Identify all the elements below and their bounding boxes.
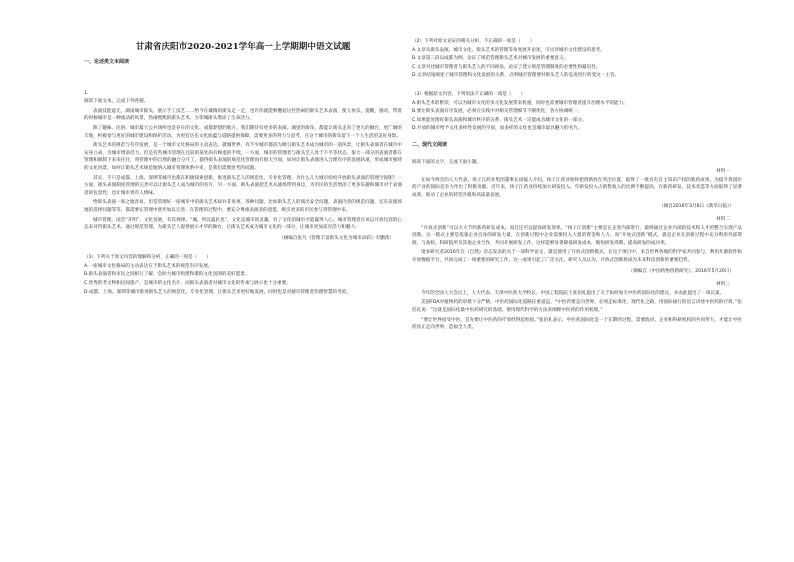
passage-source: （摘编自张凡《管理丰富街头文化为城市添彩》有删改） (279, 235, 394, 241)
option-c: C.文章对比城市管理者与街头艺人的不同视角，论证了建立规范管理制度的必要性和紧迫性。 (412, 64, 601, 70)
passage-paragraph: 给街头表演一席之地容易，但是管理好一座城市中的街头艺术却并非易事。各种问题，比如街头艺人的演出安全问题，表演内容的规范问题，还有表演场地的选择问题等等，都需要在管理中逐步加以完善，在管理的过程中，要充分尊重表演者的意愿，吸引更多的市民参与到管理中来。 (84, 200, 402, 213)
material-paragraph: 诸多研究者2016年在《自然》杂志发表的关于一项科学论文，就是使用了开放式创新模式。在这个项目中，来自世界各地的科学家共同参与，利用开源软件和开放数据平台，共同完成了一项重要的研究工作，这一成果引起了广泛关注。研究人员认为，开放式创新将成为未来科技创新的重要趋势。 (412, 250, 742, 264)
sub-question-stem: （2）下列对原文论证的相关分析，不正确的一项是（ ） (412, 39, 535, 44)
sub-question-stem: （3）根据原文内容，下列说法不正确的一项是（ ） (412, 91, 526, 97)
section-heading-1: 一、论述类文本阅读 (84, 59, 130, 65)
option-d: D.成都、上海、深圳等城市推进街头艺人的规范化、专业化管理，让街头艺术更好地发展，同时也是对城市管理者治理智慧的考验。 (84, 289, 351, 295)
option-b: B.街头表演者和市民之间相互了解，会助力城市构建和谐的文化氛围的美好愿景。 (84, 272, 250, 278)
material-label-2: 材料二 (716, 217, 730, 223)
option-b: B.文章第三段以成都为例，论证了规范管理街头艺术对城市发展的重要意义。 (412, 56, 569, 62)
option-c: C.如果能处理好街头表演和城市秩序的关系，街头艺术一定能成为城市文化的一部分。 (412, 117, 587, 123)
material-label-3: 材料三 (716, 282, 730, 288)
section-heading-2: 二、现代文阅读 (412, 141, 448, 148)
passage-paragraph: 其实，不只是成都、上海、深圳等城市也都在积极探索创新，推进街头艺人的规范化、专业化管理。为什么几大城市纷纷开放街头表演的管理空间呢？一方面，街头表演制度管理的完善可以让街头艺人成为城市的名片，另一方面，街头表演把艺术从剧场带到身边，为市民的生活增添了更多乐趣和城市对于表演者的包容性，也让城市更有人情味。 (84, 175, 402, 196)
material-paragraph: 在如今两会的人大代表、扬子江药业集团董事长徐镜人介绍，扬子江药业始终把创新放在突出位置，取得了一批具有自主知识产权的新药成果，为提升我国医药产业的国际竞争力作出了积极贡献。近年来，扬子江药业持续加大研发投入，年研发投入占销售收入的比例不断提高，在新药研发、技术改造等方面取得了显著成效，推动了企业的转型升级和高质量发展。 (412, 177, 742, 198)
material-source-1: （摘自2016年3月6日《新华日报》） (659, 203, 734, 209)
option-d: D.开放的城市给予文化多样性发展的空间，而多样的文化也是城市最具魅力的名片。 (412, 126, 583, 132)
option-a: A.街头艺术的繁荣，可以为城市文化的多元化发展带来机遇，同时也需要城市管理者提升治理水平的能力。 (412, 100, 628, 106)
passage-paragraph: 街头艺术的规范与有序发展，是一个城市文化格局的主动表达。就城世界，有不少城市都因为吸引街头艺术成为城市的一道风景，让街头表演者在城市中安身立命，为城市增添活力。但是有些城市管理在还较的某处尚有顾虑的手续，一方面，城市的管理者与街头艺人处于不平等状态，很大一部分的表演者都在管理和限制下来来往往，将管理中的自然的融合分开了，使得街头表演的规范化管理尚有很大空间，如何让街头表演进入合理有序的发展轨道，形成城市独特的文化风景，如何让街头艺术规范地纳入城市管理体系中来，是我们需要思考的问题。 (84, 143, 402, 171)
passage-paragraph: 城市管理，国会“开明”，文化发展，有其规律。“城，所以盛民也”，文化是城市的灵魂，有了文化的城市才能赢得人心。城市管理者应该以开放包容的心态来对待街头艺术，通过规范管理，为街头艺人提供展示才华的舞台，让街头艺术成为城市文化的一部分，让城市更加富有活力和魅力。 (84, 217, 402, 231)
sub-question-stem: （1）下列关于原文内容的理解和分析，正确的一项是（ ） (84, 255, 211, 261)
material-paragraph: “开放式创新”可以大大节约新药研发成本，而且还可以提高研发效率。“扬子江创新”主要是在企业内部进行，最终通过企业内部的技术和人才的整合实现产品创新。这一模式主要是依靠企业自身的研发力量，在创新过程中企业需要投入大量的资金和人力。而“开放式创新”模式，就是企业在创新过程中充分利用外部资源，与高校、科研院所及其他企业合作，共同开展研发工作，这样能够显著降低研发成本，缩短研发周期，提高研发的成功率。 (412, 225, 742, 246)
material-paragraph: 今年的全国人大会议上，人大代表、天津中医药大学校长、中国工程院院士张伯礼提出了关于如何加大中医药国际化的建议，并由此提出了一项议案。 (421, 290, 725, 296)
material-paragraph: 美国FDA对植物药的审批十分严格，中医药国际化道路任重道远。“中医药要走向世界，必须走标准化、现代化之路，用国际通行的语言讲述中医药的疗效。”张伯礼说：“这就是国际化最中医药研究的基础，要用现代科学的方法来阐释中医药的作用机理。” (412, 300, 742, 314)
option-b: B.要让街头表演有序发展，必须在实践中对相关管理细节不断优化，各方协调统一。 (412, 109, 582, 115)
option-a: A.一座城市文化格局的主动表达在于街头艺术的规范有序发展。 (84, 263, 213, 269)
exam-title: 甘肃省庆阳市2020-2021学年高一上学期期中语文试题 (135, 42, 351, 52)
question-intro: 阅读下面的文字，完成下面小题。 (412, 159, 481, 165)
right-column (412, 38, 742, 556)
material-paragraph: “要让世界接受中医，首先要让中医药的疗效经得起检验。”张伯礼表示，中医药国际化是一个长期的过程，需要政府、企业和科研机构的共同努力，才能让中医药真正走向世界，造福全人类。 (412, 317, 742, 331)
question-number: 1. (84, 90, 89, 96)
material-label-1: 材料一 (716, 169, 730, 175)
material-source-2: （摘编自《中国药物创新研究》，2016年5月20日） (628, 268, 734, 274)
passage-paragraph: 表演技能虚无，湖南城市街头，展示手工技艺……给今在城镇的街头走一走，也许你就能够邂逅这些热闹的街头艺术表演，使人快乐，提醒，感动，带着的时候城市是一种流动的风景，热闹熙熙的街头艺术，为邻城街头增添了生命活力。 (84, 108, 402, 122)
option-c: C.优秀的考文物和民间遗产，是城市的文化名片，而街头表演者对城市文化的传承与展示也十分重要。 (84, 281, 291, 287)
option-d: D.文章结尾阐述了城市管理和文化发展的关系，点明城市管理要对街头艺人的态度进行转变这一主旨。 (412, 73, 620, 79)
passage-paragraph: 除了趣味、民俗、城市最天公共场所也是存在的文化、成都梦想的地方。我们期待有更多的表演、城里的街角，都能让街头走向了更大的舞台，更广阔的天地，积极参与更好的城市建设和保护活动，为更有历史文化底蕴与道路提供保障，需要更多的努力与思考，在这个城市的街头留下一个人生活的美好身影。 (84, 125, 402, 139)
question-intro: 阅读下面文本，完成下列各题。 (84, 99, 149, 105)
option-a: A.文章从街头表演、城市文化、街头艺术的管理等角度展开论述，引出对城市文化建设的思考。 (412, 47, 605, 53)
left-column (84, 36, 402, 556)
